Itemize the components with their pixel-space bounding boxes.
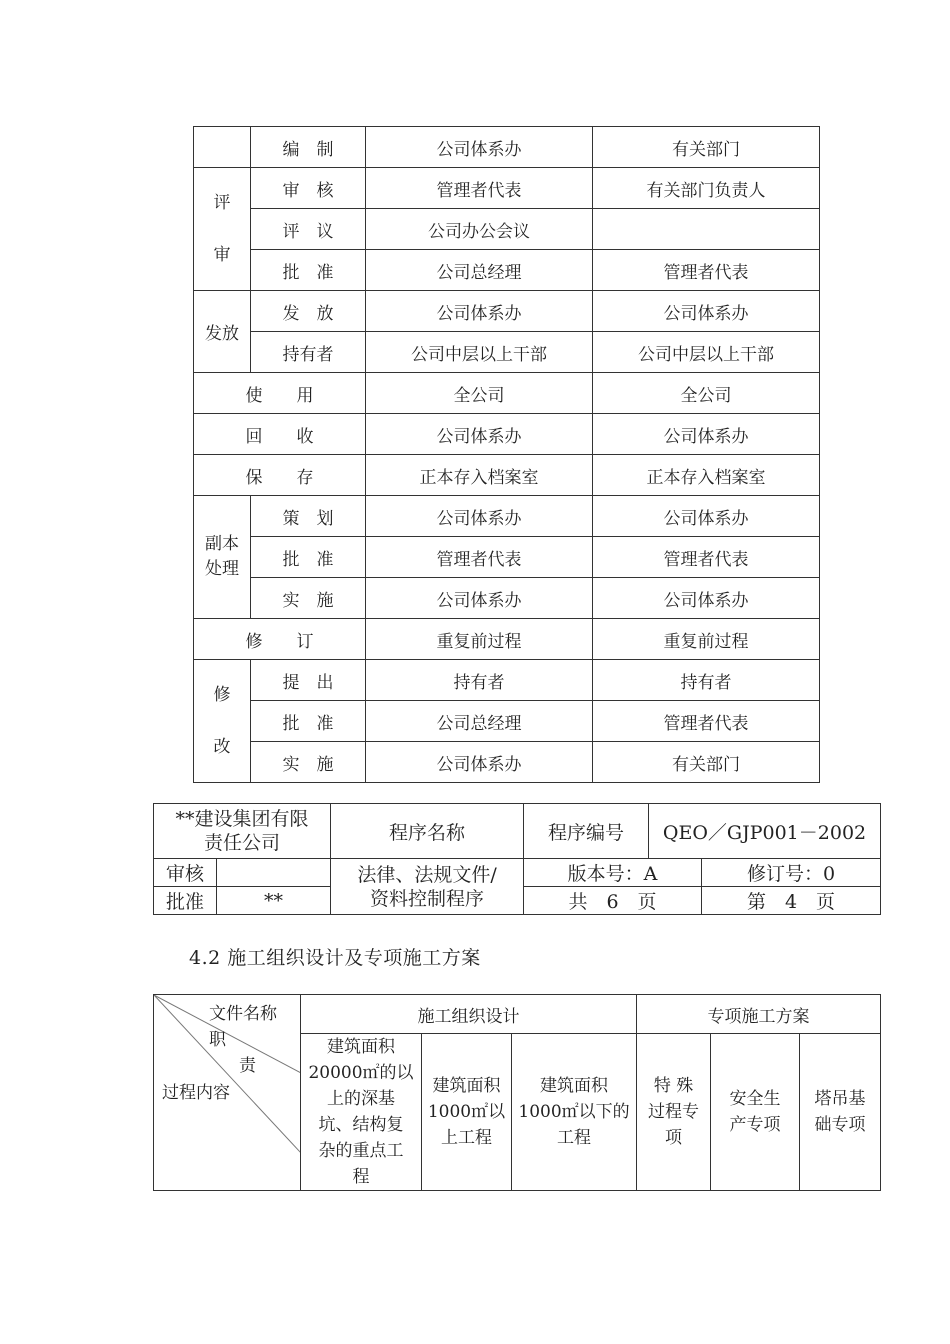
table-row	[194, 414, 820, 455]
cell: 公司体系办	[366, 127, 593, 168]
cell	[593, 209, 820, 250]
row-label: 审 核	[251, 168, 366, 209]
column-header: 建筑面积 1000㎡以下的 工程	[512, 1034, 637, 1191]
table-row	[194, 373, 820, 414]
cell: 公司体系办	[593, 496, 820, 537]
row-label: 保 存	[194, 455, 366, 496]
table-row	[194, 291, 820, 332]
column-header: 建筑面积 1000㎡以 上工程	[422, 1034, 512, 1191]
table-row	[154, 995, 881, 1034]
table-row	[194, 660, 820, 701]
cell: 公司办公会议	[366, 209, 593, 250]
row-label: 修 订	[194, 619, 366, 660]
table-row	[194, 168, 820, 209]
table-row	[194, 127, 820, 168]
program-info-table	[153, 803, 881, 915]
cell: 公司体系办	[593, 578, 820, 619]
diag-bottom-label: 过程内容	[162, 1083, 230, 1103]
group-issue: 发放	[194, 291, 251, 373]
diagonal-header	[154, 995, 301, 1191]
cell: 有关部门	[593, 127, 820, 168]
cell: 管理者代表	[593, 250, 820, 291]
responsibility-table	[153, 994, 881, 1191]
row-label: 实 施	[251, 578, 366, 619]
cell: 管理者代表	[366, 537, 593, 578]
table-row	[194, 496, 820, 537]
cell: 公司中层以上干部	[366, 332, 593, 373]
cell: 公司体系办	[366, 578, 593, 619]
page-no: 第 4 页	[702, 887, 881, 915]
cell: 公司中层以上干部	[593, 332, 820, 373]
cell: 管理者代表	[593, 537, 820, 578]
column-header: 塔吊基 础专项	[800, 1034, 881, 1191]
approve-label: 批准	[154, 887, 217, 915]
row-label: 批 准	[251, 250, 366, 291]
cell: 重复前过程	[366, 619, 593, 660]
table-row	[154, 804, 881, 859]
cell: 持有者	[366, 660, 593, 701]
diag-mid-label: 职	[209, 1030, 226, 1050]
table-row	[194, 537, 820, 578]
cell: 公司总经理	[366, 250, 593, 291]
row-label: 持有者	[251, 332, 366, 373]
version-no: 版本号：A	[524, 859, 702, 887]
review-table	[193, 126, 820, 783]
cell: 公司体系办	[593, 414, 820, 455]
table-row	[194, 578, 820, 619]
section-title: 4.2 施工组织设计及专项施工方案	[189, 947, 481, 969]
table-row	[194, 250, 820, 291]
table-row	[194, 701, 820, 742]
group-header: 专项施工方案	[637, 995, 881, 1034]
cell: 公司体系办	[593, 291, 820, 332]
row-label: 提 出	[251, 660, 366, 701]
row-label: 编 制	[251, 127, 366, 168]
company-name: **建设集团有限 责任公司	[154, 804, 331, 859]
cell: 公司体系办	[366, 496, 593, 537]
cell: 公司体系办	[366, 414, 593, 455]
group-header: 施工组织设计	[301, 995, 637, 1034]
cell: 重复前过程	[593, 619, 820, 660]
row-label: 批 准	[251, 701, 366, 742]
group-copy	[194, 496, 251, 619]
row-label: 评 议	[251, 209, 366, 250]
table-row	[194, 619, 820, 660]
cell: 全公司	[366, 373, 593, 414]
group-char: 审	[213, 245, 231, 265]
cell: 公司体系办	[366, 742, 593, 783]
cell: 持有者	[593, 660, 820, 701]
cell: 有关部门负责人	[593, 168, 820, 209]
row-label: 发 放	[251, 291, 366, 332]
cell: 有关部门	[593, 742, 820, 783]
approve-value: **	[217, 887, 331, 915]
review-label: 审核	[154, 859, 217, 887]
group-line: 副本	[205, 534, 239, 554]
row-label: 批 准	[251, 537, 366, 578]
cell: 正本存入档案室	[366, 455, 593, 496]
column-header: 建筑面积 20000㎡的以 上的深基 坑、结构复 杂的重点工 程	[301, 1034, 422, 1191]
table-row	[194, 742, 820, 783]
diag-top-label: 文件名称	[209, 1004, 277, 1024]
row-label: 使 用	[194, 373, 366, 414]
program-no-label: 程序编号	[524, 804, 649, 859]
group-char: 改	[213, 737, 231, 757]
column-header: 特 殊 过程专 项	[637, 1034, 711, 1191]
cell: 公司总经理	[366, 701, 593, 742]
group-modify	[194, 660, 251, 783]
total-pages: 共 6 页	[524, 887, 702, 915]
table-row	[194, 209, 820, 250]
table-row	[194, 455, 820, 496]
table-row	[194, 332, 820, 373]
row-label: 策 划	[251, 496, 366, 537]
program-name-label: 程序名称	[331, 804, 524, 859]
cell: 管理者代表	[366, 168, 593, 209]
cell: 正本存入档案室	[593, 455, 820, 496]
cell: 全公司	[593, 373, 820, 414]
cell: 管理者代表	[593, 701, 820, 742]
column-header: 安全生 产专项	[711, 1034, 800, 1191]
group-char: 评	[213, 193, 231, 213]
group-review	[194, 168, 251, 291]
cell: 公司体系办	[366, 291, 593, 332]
revision-no: 修订号：0	[702, 859, 881, 887]
table-row	[154, 859, 881, 887]
diag-mid-label: 责	[239, 1056, 256, 1076]
row-label: 实 施	[251, 742, 366, 783]
row-label: 回 收	[194, 414, 366, 455]
group-line: 处理	[205, 559, 239, 579]
program-name: 法律、法规文件/ 资料控制程序	[331, 859, 524, 915]
group-char: 修	[213, 685, 231, 705]
program-no: QEO／GJP001－2002	[649, 804, 881, 859]
